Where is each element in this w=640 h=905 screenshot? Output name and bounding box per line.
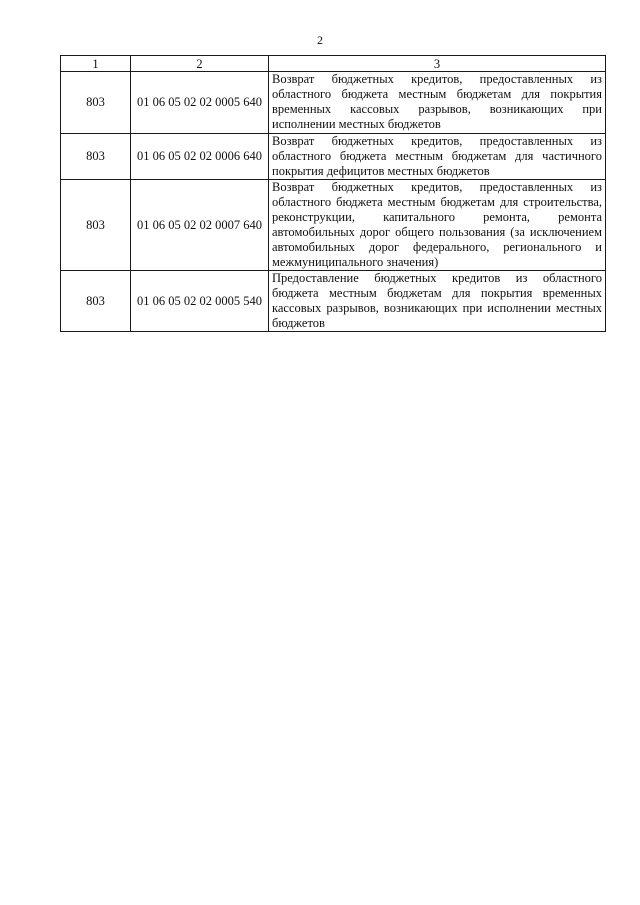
source-code-cell: 01 06 05 02 02 0006 640 <box>131 134 269 180</box>
column-header-3: 3 <box>269 56 606 72</box>
table-row <box>61 134 606 180</box>
description-cell: Предоставление бюджетных кредитов из областного бюджета местным бюджетам для покрытия временных кассовых разрывов, возникающих при исполнении местных бюджетов <box>269 271 606 332</box>
page-number: 2 <box>317 33 323 47</box>
source-code-cell: 01 06 05 02 02 0005 640 <box>131 72 269 134</box>
table-row <box>61 271 606 332</box>
admin-code-cell: 803 <box>61 134 131 180</box>
table-row <box>61 72 606 134</box>
admin-code-cell: 803 <box>61 271 131 332</box>
description-cell: Возврат бюджетных кредитов, предоставленных из областного бюджета местным бюджетам для частичного покрытия дефицитов местных бюджетов <box>269 134 606 180</box>
source-code-cell: 01 06 05 02 02 0005 540 <box>131 271 269 332</box>
column-header-1: 1 <box>61 56 131 72</box>
admin-code-cell: 803 <box>61 72 131 134</box>
source-code-cell: 01 06 05 02 02 0007 640 <box>131 180 269 271</box>
column-header-2: 2 <box>131 56 269 72</box>
table-header-row <box>61 56 606 72</box>
table-row <box>61 180 606 271</box>
description-cell: Возврат бюджетных кредитов, предоставленных из областного бюджета местным бюджетам для строительства, реконструкции, капитального ремонта, ремонта автомобильных дорог общего пользования (за исключением автомобильных дорог федерального, регионального и межмуниципального значения) <box>269 180 606 271</box>
budget-sources-table <box>60 55 606 332</box>
description-cell: Возврат бюджетных кредитов, предоставленных из областного бюджета местным бюджетам для покрытия временных кассовых разрывов, возникающих при исполнении местных бюджетов <box>269 72 606 134</box>
admin-code-cell: 803 <box>61 180 131 271</box>
